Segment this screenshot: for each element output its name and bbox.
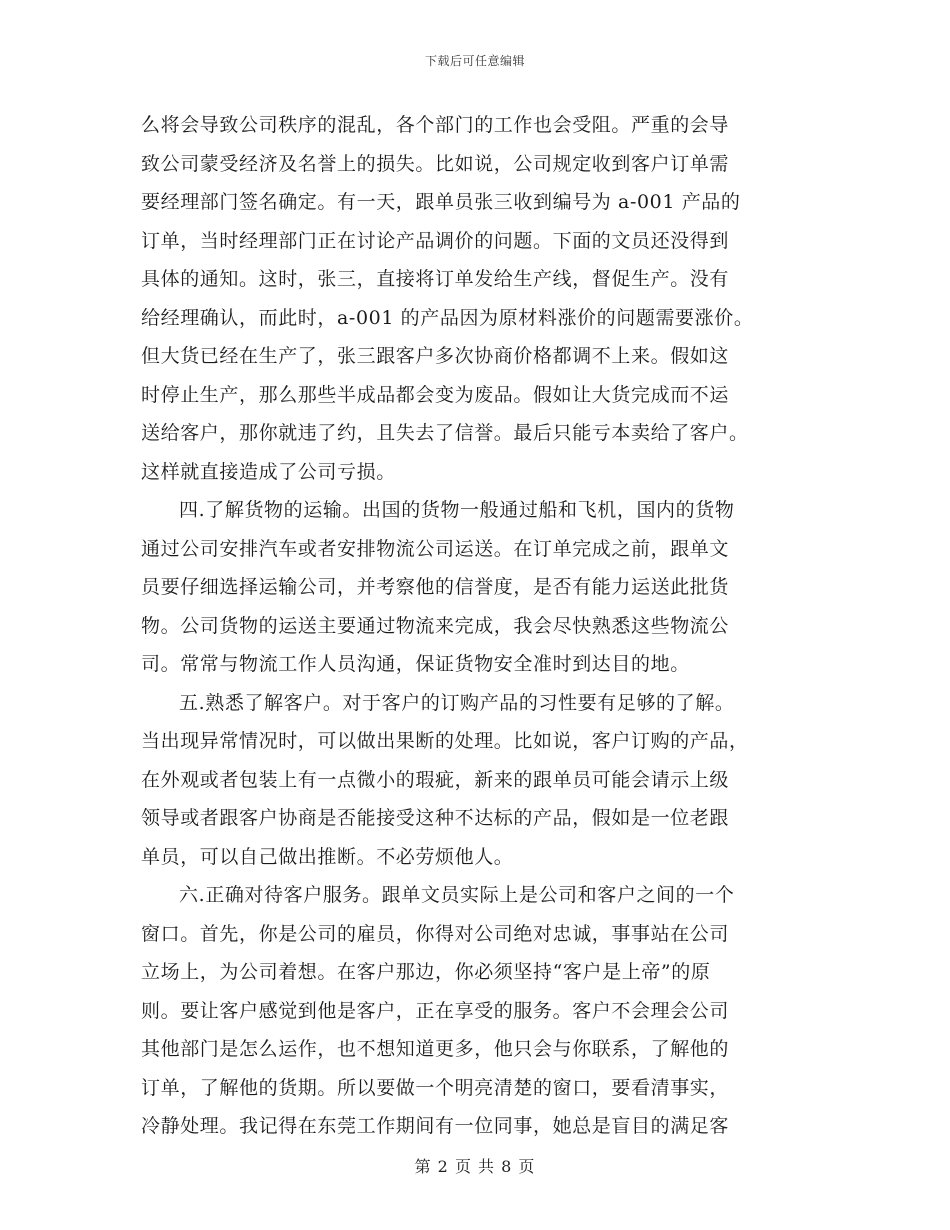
text-line: 其他部门是怎么运作，也不想知道更多，他只会与你联系，了解他的: [141, 1038, 730, 1060]
text-line: 当出现异常情况时，可以做出果断的处理。比如说，客户订购的产品，: [141, 730, 749, 752]
text-line: 给经理确认，而此时，a-001 的产品因为原材料涨价的问题需要涨价。: [141, 306, 754, 329]
text-line: 四.了解货物的运输。出国的货物一般通过船和飞机，国内的货物: [179, 499, 735, 521]
text-line: 么将会导致公司秩序的混乱，各个部门的工作也会受阻。严重的会导: [141, 114, 730, 136]
text-line: 但大货已经在生产了，张三跟客户多次协商价格都调不上来。假如这: [141, 345, 730, 367]
page-header-note: 下载后可任意编辑: [424, 54, 525, 68]
text-line: 五.熟悉了解客户。对于客户的订购产品的习性要有足够的了解。: [179, 691, 735, 714]
text-line: 窗口。首先，你是公司的雇员，你得对公司绝对忠诚，事事站在公司: [141, 922, 730, 945]
text-line: 这样就直接造成了公司亏损。: [141, 460, 396, 483]
text-line: 送给客户，那你就违了约，且失去了信誉。最后只能亏本卖给了客户。: [141, 422, 749, 444]
text-line: 则。要让客户感觉到他是客户，正在享受的服务。客户不会理会公司: [141, 999, 730, 1022]
page-number: 第 2 页 共 8 页: [414, 1157, 536, 1176]
text-line: 致公司蒙受经济及名誉上的损失。比如说，公司规定收到客户订单需: [141, 152, 730, 175]
text-line: 司。常常与物流工作人员沟通，保证货物安全准时到达目的地。: [141, 653, 690, 675]
text-line: 通过公司安排汽车或者安排物流公司运送。在订单完成之前，跟单文: [141, 537, 730, 560]
text-line: 时停止生产，那么那些半成品都会变为废品。假如让大货完成而不运: [141, 383, 730, 406]
text-line: 领导或者跟客户协商是否能接受这种不达标的产品，假如是一位老跟: [141, 807, 730, 829]
text-line: 订单，当时经理部门正在讨论产品调价的问题。下面的文员还没得到: [141, 229, 730, 252]
text-line: 立场上，为公司着想。在客户那边，你必须坚持“客户是上帝”的原: [141, 961, 711, 983]
text-line: 在外观或者包装上有一点微小的瑕疵，新来的跟单员可能会请示上级: [141, 768, 730, 791]
text-line: 订单，了解他的货期。所以要做一个明亮清楚的窗口，要看清事实，: [141, 1076, 730, 1099]
text-line: 物。公司货物的运送主要通过物流来完成，我会尽快熟悉这些物流公: [141, 614, 730, 637]
text-line: 员要仔细选择运输公司，并考察他的信誉度，是否有能力运送此批货: [141, 576, 730, 598]
document-body: [141, 106, 809, 1146]
text-line: 冷静处理。我记得在东莞工作期间有一位同事，她总是盲目的满足客: [141, 1115, 730, 1137]
text-line: 单员，可以自己做出推断。不必劳烦他人。: [141, 845, 514, 868]
text-line: 六.正确对待客户服务。跟单文员实际上是公司和客户之间的一个: [179, 884, 735, 906]
text-line: 具体的通知。这时，张三，直接将订单发给生产线，督促生产。没有: [141, 268, 730, 290]
text-line: 要经理部门签名确定。有一天，跟单员张三收到编号为 a-001 产品的: [141, 191, 741, 213]
